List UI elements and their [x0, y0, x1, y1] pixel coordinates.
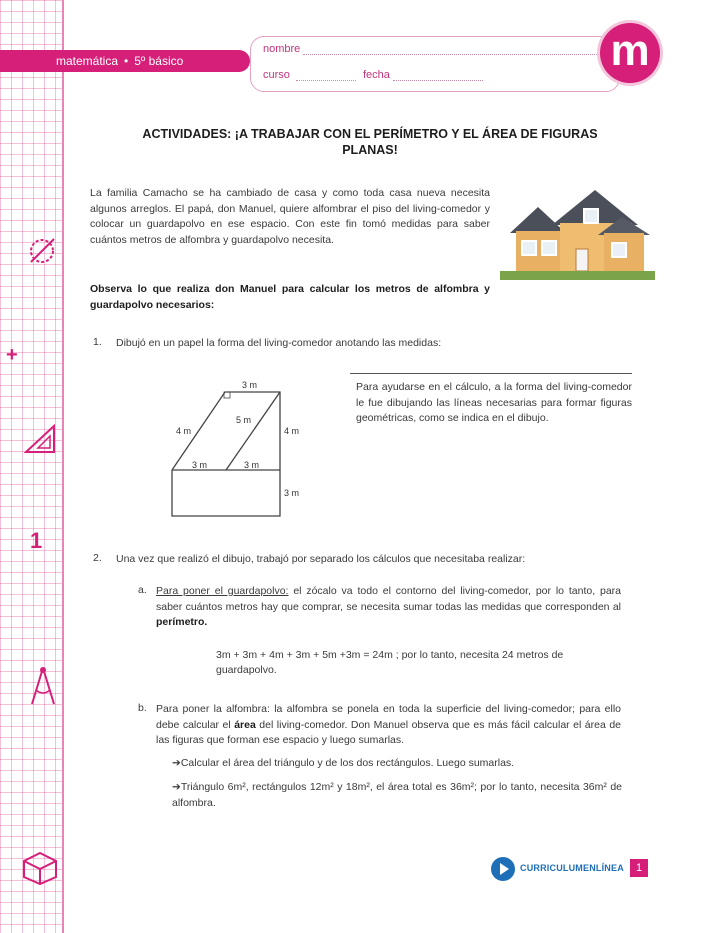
side-numeral: 1 — [30, 528, 43, 553]
item-b-paragraph — [156, 702, 621, 749]
curriculum-logo — [490, 856, 640, 884]
figure-label-mid-2: 3 m — [244, 460, 260, 470]
item-a-bold: perímetro. — [156, 616, 208, 628]
calc-line-2: guardapolvo. — [216, 664, 277, 676]
arrow-right-icon: ➔ — [172, 781, 181, 793]
plus-icon: + — [6, 344, 18, 366]
name-label: nombre — [263, 43, 301, 55]
figure-outline — [172, 392, 280, 516]
item-a-lead: Para poner el guardapolvo: — [156, 585, 289, 597]
instruction-text: Observa lo que realiza don Manuel para calcular los metros de alfombra y guardapolvo necesarios: — [90, 283, 490, 311]
title-line-2: PLANAS! — [342, 143, 398, 157]
item-a-text: el zócalo va todo el contorno del living-comedor, por lo tanto, para saber cuántos metros hay que comprar, se necesita sumar todas las medidas que corresponden al — [156, 585, 621, 613]
arrow-item-1 — [172, 756, 612, 772]
name-line — [303, 54, 603, 55]
course-line — [296, 80, 356, 81]
figure-label-bottom-right: 3 m — [284, 488, 300, 498]
arrow-item-2-text: Triángulo 6m², rectángulos 12m² y 18m², el área total es 36m²; por lo tanto, necesita 36m² de alfombra. — [172, 781, 622, 809]
living-room-figure — [160, 378, 330, 523]
calc-line-1: 3m + 3m + 4m + 3m + 5m +3m = 24m ; por lo tanto, necesita 24 metros de — [216, 649, 564, 661]
compass-circle-icon — [28, 236, 58, 271]
figure-label-top: 3 m — [242, 380, 258, 390]
page-number: 1 — [630, 859, 648, 877]
compass-icon — [28, 666, 58, 711]
margin-line — [62, 0, 64, 933]
date-line — [393, 80, 483, 81]
step-2-number: 2. — [93, 552, 102, 564]
arrow-right-icon: ➔ — [172, 757, 181, 769]
step-2-text: Una vez que realizó el dibujo, trabajó por separado los cálculos que necesitaba realizar: — [116, 553, 526, 565]
matematica-logo: m — [600, 23, 660, 83]
note-box — [350, 373, 632, 427]
figure-label-mid-1: 3 m — [192, 460, 208, 470]
item-b-bold: área — [234, 718, 256, 731]
note-text: Para ayudarse en el cálculo, a la forma del living-comedor le fue dibujando las líneas necesarias para formar figuras geométricas, como se indica en el dibujo. — [356, 381, 632, 424]
item-b-text-2: del living-comedor. Don Manuel observa que es más fácil calcular el área de las figuras que forman ese espacio y luego sumarlas. — [156, 718, 621, 746]
student-info-box — [250, 36, 620, 92]
intro-paragraph: La familia Camacho se ha cambiado de casa y como toda casa nueva necesita algunos arreglos. El papá, don Manuel, quiere alfombrar el piso del living-comedor y colocar un guardapolvo en ese espacio. Con este fin tomó medidas para saber cuántos metros de alfombra y guardapolvo necesita. — [90, 187, 490, 246]
course-label: curso — [263, 69, 290, 81]
house-image — [500, 185, 655, 280]
item-b-letter: b. — [138, 702, 147, 714]
date-label: fecha — [363, 69, 390, 81]
title-line-1: ACTIVIDADES: ¡A TRABAJAR CON EL PERÍMETRO Y EL ÁREA DE FIGURAS — [142, 127, 598, 141]
subject-bar: matemática • 5º básico — [0, 50, 250, 72]
item-b-text-1: Para poner la alfombra: la alfombra se ponela en toda la superficie del living-comedor; para ello debe calcular el — [156, 703, 621, 731]
grid-margin — [0, 0, 62, 933]
figure-label-right: 4 m — [284, 426, 300, 436]
arrow-item-2 — [172, 780, 622, 811]
page-title — [110, 126, 630, 158]
subject-label: matemática — [56, 54, 119, 68]
set-square-icon — [24, 424, 56, 459]
item-a-letter: a. — [138, 584, 147, 596]
figure-divider-diagonal — [226, 392, 280, 470]
arrow-item-1-text: Calcular el área del triángulo y de los dos rectángulos. Luego sumarlas. — [180, 757, 515, 769]
step-1-text: Dibujó en un papel la forma del living-comedor anotando las medidas: — [116, 337, 442, 349]
item-a-paragraph — [156, 584, 621, 631]
cube-icon — [20, 850, 60, 891]
figure-label-inner: 5 m — [236, 415, 252, 425]
figure-label-left: 4 m — [176, 426, 192, 436]
grade-label: 5º básico — [134, 54, 184, 68]
step-1-number: 1. — [93, 336, 102, 348]
curriculum-brand: CURRICULUMENLÍNEA — [520, 863, 624, 873]
play-circle-icon — [490, 856, 516, 882]
